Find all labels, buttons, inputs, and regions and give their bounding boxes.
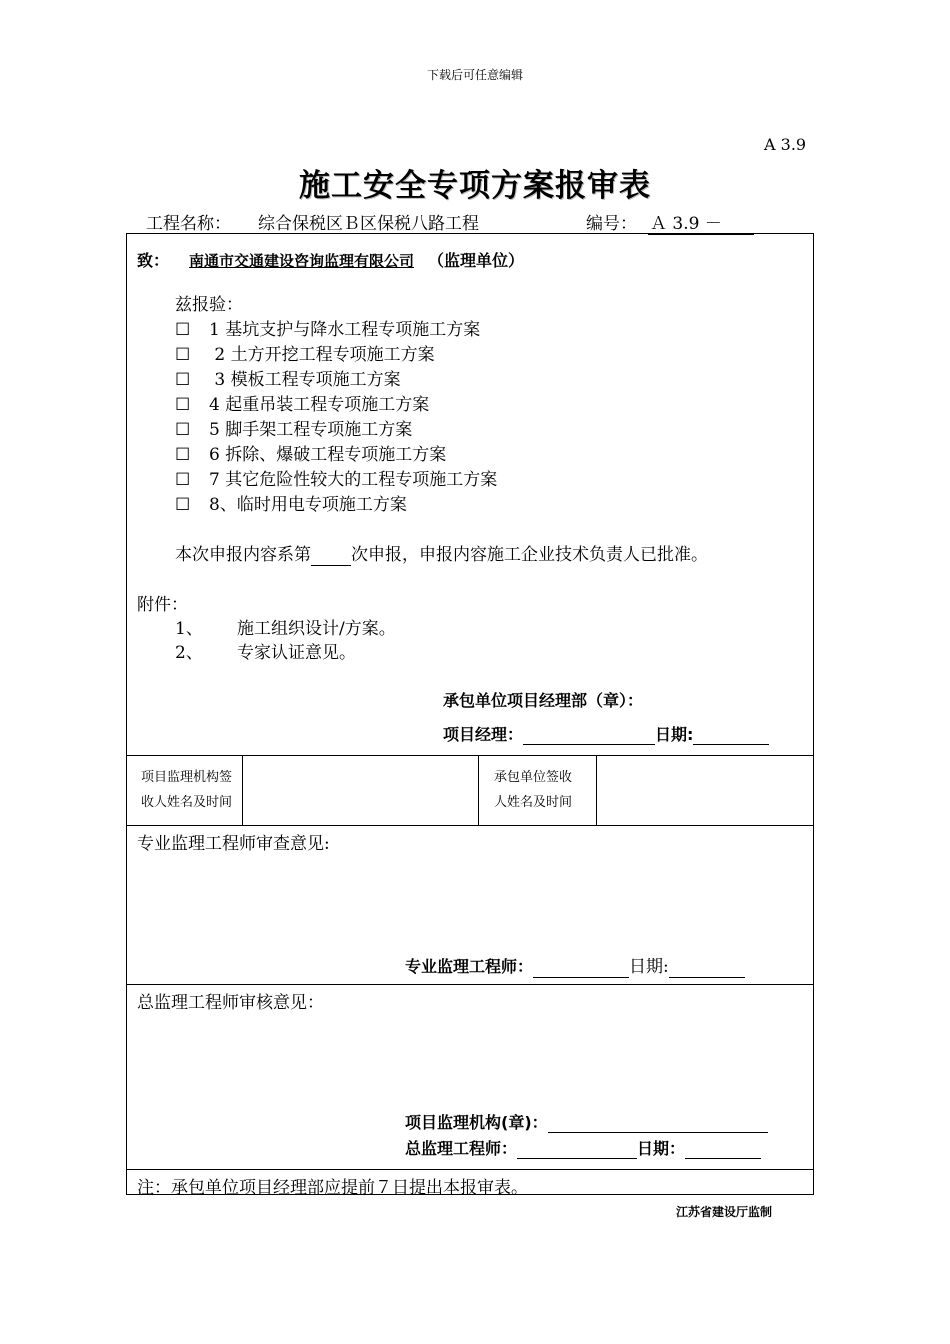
option-label: 6 拆除、爆破工程专项施工方案	[209, 445, 447, 465]
row-divider	[127, 984, 813, 985]
declaration-text	[175, 540, 708, 566]
chief-org-seal-field[interactable]	[548, 1113, 768, 1133]
project-name-label: 工程名称：	[146, 214, 231, 234]
supervisor-receipt-label-1: 项目监理机构签	[141, 770, 233, 785]
chief-review-area[interactable]	[137, 1014, 803, 1106]
contractor-receipt-label-2: 人姓名及时间	[494, 795, 573, 810]
header-note: 下载后可任意编辑	[426, 68, 523, 82]
addressee-label: 致：	[137, 251, 170, 270]
option-row[interactable]	[175, 390, 429, 415]
manager-signature-field[interactable]	[523, 725, 655, 745]
manager-date-label: 日期:	[655, 725, 694, 744]
addressee-unit[interactable]: 南通市交通建设咨询监理有限公司	[189, 252, 415, 270]
option-label: 3 模板工程专项施工方案	[209, 370, 401, 390]
checkbox-icon[interactable]: ☐	[175, 345, 191, 365]
attachment-item	[175, 638, 356, 663]
option-label: 8、临时用电专项施工方案	[209, 495, 407, 515]
manager-label: 项目经理：	[443, 725, 524, 744]
option-row[interactable]	[175, 415, 412, 440]
checkbox-icon[interactable]: ☐	[175, 395, 191, 415]
checkbox-icon[interactable]: ☐	[175, 320, 191, 340]
specialist-signature-field[interactable]	[533, 957, 629, 978]
declaration-after: 次申报，申报内容施工企业技术负责人已批准。	[351, 545, 708, 565]
chief-org-line	[405, 1110, 768, 1133]
contractor-receipt-label-1: 承包单位签收	[494, 770, 573, 785]
specialist-sign-label: 专业监理工程师：	[405, 957, 534, 976]
checkbox-icon[interactable]: ☐	[175, 370, 191, 390]
contractor-manager-line	[443, 722, 769, 745]
row-divider	[127, 825, 813, 826]
option-row[interactable]	[175, 340, 435, 365]
addressee-line	[137, 248, 524, 271]
form-number-label: 编号：	[586, 214, 637, 234]
attachment-item	[175, 614, 396, 639]
option-label: 1 基坑支护与降水工程专项施工方案	[209, 320, 481, 340]
option-label: 4 起重吊装工程专项施工方案	[209, 395, 430, 415]
addressee-suffix: （监理单位）	[428, 251, 525, 270]
column-divider	[478, 755, 479, 825]
contractor-receipt-label	[494, 765, 572, 815]
attachment-text: 施工组织设计/方案。	[237, 619, 396, 639]
option-row[interactable]	[175, 315, 480, 340]
chief-signature-field[interactable]	[517, 1139, 637, 1159]
chief-date-field[interactable]	[685, 1139, 761, 1159]
contractor-receipt-field[interactable]	[597, 756, 813, 824]
checkbox-icon[interactable]: ☐	[175, 445, 191, 465]
approval-form-table	[126, 233, 814, 1198]
checkbox-icon[interactable]: ☐	[175, 420, 191, 440]
attachment-number: 1、	[175, 619, 203, 639]
declaration-before: 本次申报内容系第	[175, 545, 311, 565]
option-row[interactable]	[175, 465, 497, 490]
note-text: 注：承包单位项目经理部应提前７日提出本报审表。	[137, 1178, 528, 1198]
specialist-date-label: 日期:	[629, 957, 669, 977]
specialist-review-heading: 专业监理工程师审查意见:	[137, 834, 330, 854]
attachments-label: 附件：	[137, 595, 188, 615]
chief-sign-line	[405, 1136, 761, 1159]
option-row[interactable]	[175, 490, 407, 515]
chief-date-label: 日期：	[637, 1139, 686, 1158]
supervisor-receipt-label	[141, 765, 232, 815]
contractor-dept-label: 承包单位项目经理部（章）：	[443, 691, 644, 710]
form-number-value[interactable]: Ａ 3.9 －	[648, 209, 754, 235]
checkbox-icon[interactable]: ☐	[175, 495, 191, 515]
chief-org-label: 项目监理机构(章)：	[405, 1113, 548, 1132]
chief-review-heading: 总监理工程师审核意见：	[137, 993, 324, 1013]
project-line	[146, 209, 754, 235]
checkbox-icon[interactable]: ☐	[175, 470, 191, 490]
option-label: 5 脚手架工程专项施工方案	[209, 420, 413, 440]
option-label: 2 土方开挖工程专项施工方案	[209, 345, 435, 365]
manager-date-field[interactable]	[693, 725, 769, 745]
specialist-date-field[interactable]	[669, 957, 745, 978]
issuer-footer: 江苏省建设厅监制	[676, 1205, 773, 1219]
attachment-number: 2、	[175, 643, 203, 663]
option-row[interactable]	[175, 440, 446, 465]
page-title: 施工安全专项方案报审表	[299, 168, 651, 204]
supervisor-receipt-label-2: 收人姓名及时间	[141, 795, 233, 810]
form-code: A 3.9	[764, 135, 807, 154]
project-name-value[interactable]: 综合保税区Ｂ区保税八路工程	[258, 214, 479, 234]
attachment-text: 专家认证意见。	[237, 643, 356, 663]
option-label: 7 其它危险性较大的工程专项施工方案	[209, 470, 498, 490]
row-divider	[127, 1169, 813, 1170]
specialist-sign-line	[405, 952, 745, 978]
supervisor-receipt-field[interactable]	[243, 756, 477, 824]
chief-sign-label: 总监理工程师：	[405, 1139, 518, 1158]
option-row[interactable]	[175, 365, 401, 390]
submission-count-field[interactable]	[311, 545, 351, 566]
specialist-review-area[interactable]	[137, 854, 803, 944]
intro-text: 兹报验：	[175, 295, 243, 315]
